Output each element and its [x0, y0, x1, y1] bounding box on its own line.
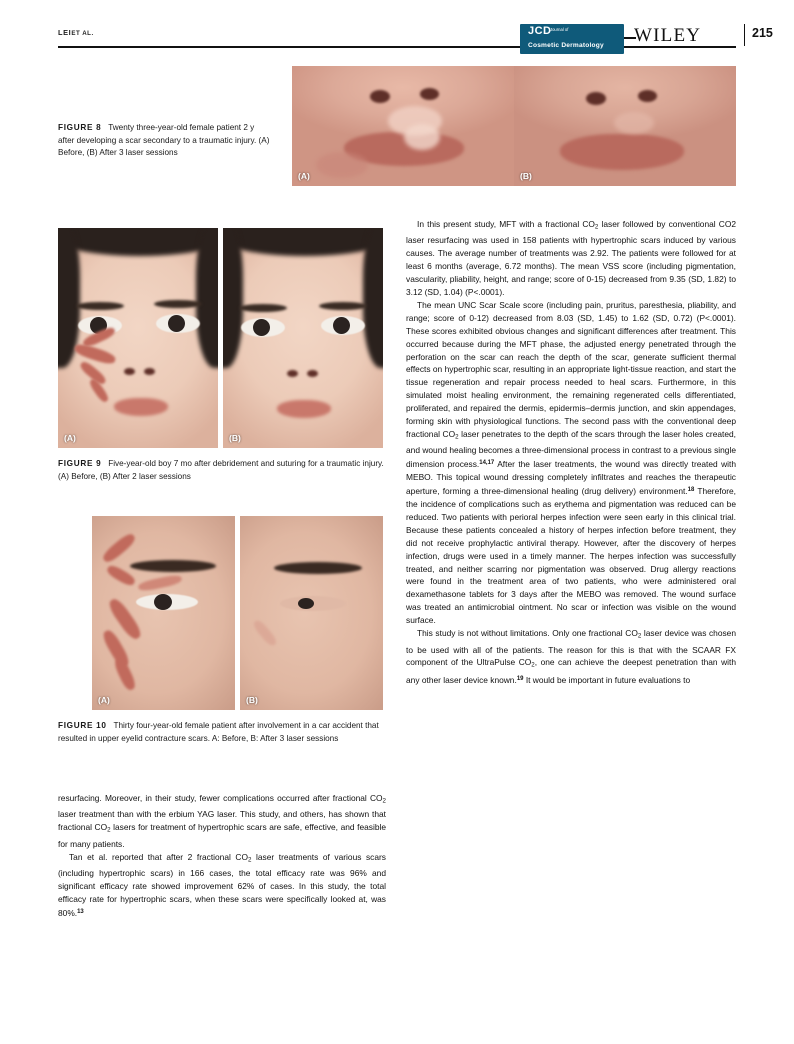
- running-head: [58, 28, 94, 37]
- figure-9-panel-b: [223, 228, 383, 448]
- figure-8-panel-b-label: (B): [520, 171, 532, 181]
- figure-10-caption-text: Thirty four-year-old female patient after involvement in a car accident that resulted in upper eyelid contracture scars. A: Before, B: After 3 laser sessions: [58, 721, 379, 743]
- paragraph-left-1: resurfacing. Moreover, in their study, fewer complications occurred after fractional $CO_2$ laser treatment than with the erbium YAG laser. This study, and others, has shown that fractional $CO_2$ lasers for treatment of hypertrophic scars are safe, effective, and feasible for many patients.: [58, 793, 386, 849]
- journal-logo-line2: Cosmetic Dermatology: [528, 42, 604, 49]
- figure-10-caption: [58, 720, 386, 745]
- journal-logo: [520, 24, 624, 54]
- figure-10-panel-b: [240, 516, 383, 710]
- figure-8-panel-a-label: (A): [298, 171, 310, 181]
- page-number: 215: [752, 26, 773, 40]
- figure-9-caption-text: Five-year-old boy 7 mo after debridement and suturing for a traumatic injury. (A) Before, (B) After 2 laser sessions: [58, 459, 384, 481]
- figure-9-label: FIGURE 9: [58, 459, 102, 468]
- page-header: [58, 24, 773, 58]
- figure-8-image: [292, 66, 736, 186]
- journal-logo-abbrev: JCD: [528, 25, 552, 37]
- paragraph-right-3: This study is not without limitations. Only one fractional $CO_2$ laser device was chosen to be used with all of the patients. The reason for this is that with the SCAAR FX component of the UltraPulse $CO_2$, one can achieve the deepest penetration than with any other laser device known.$^{19}$ It would be important in future evaluations to: [406, 628, 736, 685]
- body-right-column: [406, 218, 736, 687]
- figure-10-panel-a: [92, 516, 235, 710]
- paragraph-right-1: In this present study, MFT with a fractional $CO_2$ laser followed by conventional CO2 laser resurfacing was used in 158 patients with hypertrophic scars induced by various causes. The average number of treatments was 2.92. The patients were followed for at least 6 months (average, 6.72 months). The mean VSS score (including pigmentation, vascularity, pliability, height, and range; score of 0-15) decreased from 9.35 (SD, 1.82) to 3.12 (SD, 1.04) (P<.0001).: [406, 219, 736, 298]
- figure-8-panel-a: [292, 66, 514, 186]
- paragraph-left-2: Tan et al. reported that after 2 fractional $CO_2$ laser treatments of various scars (including hypertrophic scars) in 166 cases, the total efficacy rate was 96% and significant efficacy rate showed improvement 62% of cases. In this study, the total efficacy rate for hypertrophic scars, when these scars were specifically looked at, was 80%.$^{13}$: [58, 851, 386, 918]
- body-left-column: [58, 792, 386, 920]
- figure-10-image: [92, 516, 384, 710]
- page-number-divider: [744, 24, 745, 46]
- journal-logo-line1: Journal of: [550, 27, 569, 32]
- paragraph-right-2: The mean UNC Scar Scale score (including pain, pruritus, paresthesia, pliability, and range; score of 0-12) decreased from 8.03 (SD, 1.45) to 1.62 (SD, 0.72) (P<.0001). These scores exhibited obvious changes and significant differences after treatment. This occurred because during the MFT phase, the adjusted energy penetrated through the perforation on the scar can reach the depth of the scar, generate sufficient thermal effects on hypertrophic scar, resulting in an appropriate light-tissue reaction, and start the tissue regeneration and repair process needed to heal scars. Furthermore, in this simulated moist healing environment, the remaining regenerated cells differentiated, proliferated, and repaired the dermis, epidermis–dermis junction, and skin appendages, forming skin with physiological functions. The second pass with the conventional deep fractional $CO_2$ laser penetrates to the depth of the scars through the laser holes created, and wound healing becomes a three-dimensional process in contrast to a previous single dimension process.$^{14,17}$ After the laser treatments, the wound was directly treated with MEBO. This topical wound dressing completely infiltrates and reaches the therapeutic aperture, forming a three-dimensional healing (drug delivery) environment.$^{18}$ Therefore, the incidence of complications such as erythema and pigmentation was reduced can be reduced. Two patients with perioral herpes infection were seen early in this clinical trial. Because these patients concealed a history of herpes infection before treatment, they did not receive prophylactic antiviral therapy. However, after the discovery of herpes infection, drugs were used in a timely manner. The herpes infection was successfully treated, and neither scarring nor pigmentation was observed. Drug allergy reactions were found in the treatment area of two patients, who were administered oral dexamethasone tablets for 3 days after the MEBO was removed. The wound surface was treated an antimicrobial ointment. No scar or infection was visible on the wound surface.: [406, 299, 737, 626]
- figure-9-panel-b-label: (B): [229, 433, 241, 443]
- figure-8-label: FIGURE 8: [58, 123, 102, 132]
- figure-10-label: FIGURE 10: [58, 721, 107, 730]
- figure-9-caption: [58, 458, 386, 483]
- figure-10-panel-a-label: (A): [98, 695, 110, 705]
- running-head-suffix: ET AL.: [71, 30, 94, 37]
- figure-9-panel-a-label: (A): [64, 433, 76, 443]
- figure-9-image: [58, 228, 383, 448]
- figure-10-panel-b-label: (B): [246, 695, 258, 705]
- figure-8-caption: [58, 122, 270, 160]
- running-head-author: LEI: [58, 28, 72, 37]
- figure-9-panel-a: [58, 228, 218, 448]
- figure-8-caption-text: Twenty three-year-old female patient 2 y after developing a scar secondary to a traumatic injury. (A) Before, (B) After 3 laser sessions: [58, 123, 270, 158]
- figure-8-panel-b: [514, 66, 736, 186]
- publisher-wordmark: WILEY: [634, 25, 702, 46]
